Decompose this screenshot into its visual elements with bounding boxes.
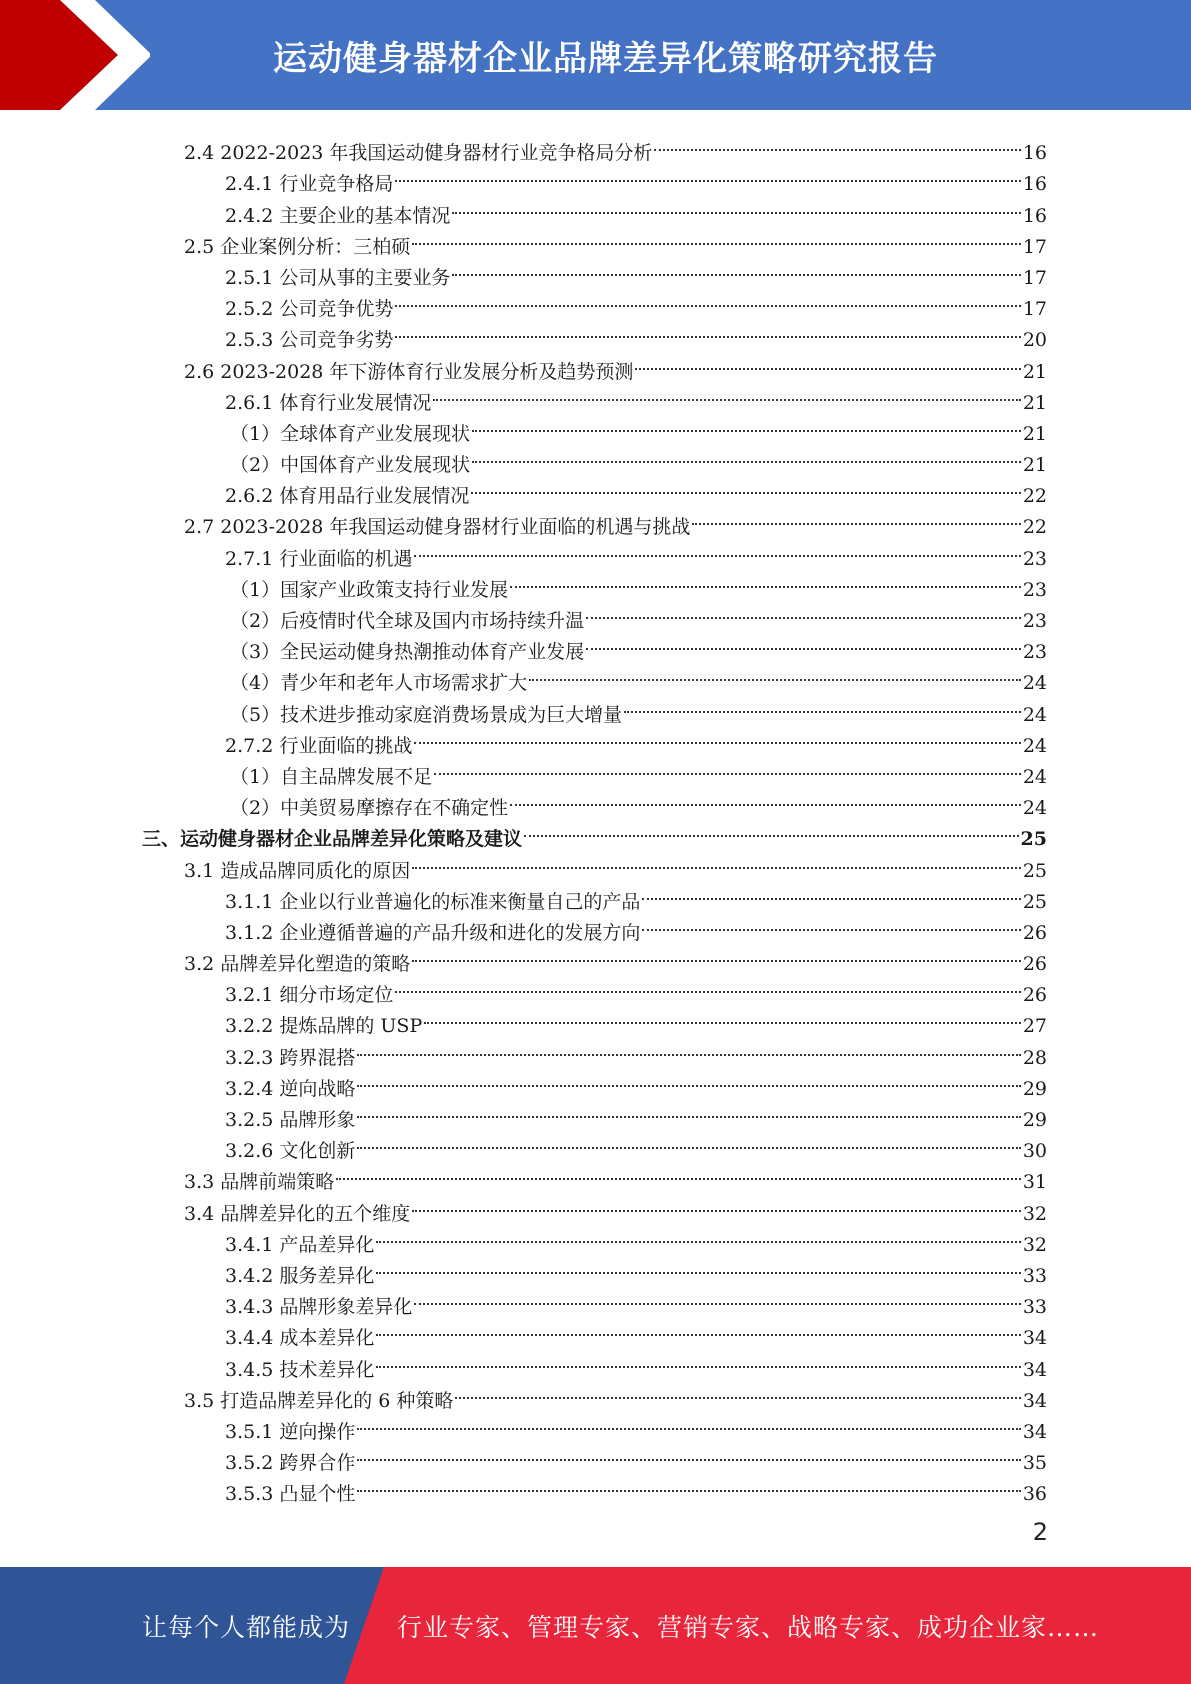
toc-entry-page: 35 bbox=[1022, 1452, 1047, 1475]
toc-entry[interactable] bbox=[0, 939, 1191, 976]
toc-entry-label: （5）技术进步推动家庭消费场景成为巨大增量 bbox=[230, 703, 623, 726]
toc-leader-dots bbox=[376, 1313, 1020, 1344]
toc-entry[interactable] bbox=[0, 565, 1191, 601]
toc-entry-label: 3.5.3 凸显个性 bbox=[225, 1483, 356, 1506]
toc-entry-page: 22 bbox=[1022, 516, 1047, 539]
toc-entry-page: 24 bbox=[1022, 765, 1047, 788]
toc-entry-label: 2.6 2023-2028 年下游体育行业发展分析及趋势预测 bbox=[184, 360, 634, 383]
toc-entry[interactable] bbox=[0, 877, 1191, 913]
toc-entry-page: 34 bbox=[1022, 1327, 1047, 1350]
toc-leader-dots bbox=[395, 315, 1020, 346]
toc-entry[interactable] bbox=[0, 471, 1191, 508]
toc-entry-page: 16 bbox=[1022, 173, 1047, 196]
toc-entry-label: 2.5.3 公司竞争劣势 bbox=[225, 329, 394, 352]
toc-entry[interactable] bbox=[0, 1313, 1191, 1350]
toc-entry-label: 3.1 造成品牌同质化的原因 bbox=[184, 859, 411, 882]
toc-entry-label: 3.4.3 品牌形象差异化 bbox=[225, 1296, 413, 1319]
toc-entry-label: 2.6.2 体育用品行业发展情况 bbox=[225, 485, 470, 508]
toc-leader-dots bbox=[357, 1064, 1020, 1095]
toc-entry-label: 3.3 品牌前端策略 bbox=[184, 1171, 335, 1194]
toc-leader-dots bbox=[395, 159, 1020, 190]
toc-leader-dots bbox=[357, 1126, 1020, 1157]
toc-entry-page: 22 bbox=[1022, 485, 1047, 508]
toc-entry-label: （1）自主品牌发展不足 bbox=[230, 765, 433, 788]
toc-leader-dots bbox=[357, 1032, 1020, 1063]
toc-entry-label: 2.5.1 公司从事的主要业务 bbox=[225, 266, 451, 289]
toc-entry-page: 33 bbox=[1022, 1264, 1047, 1287]
toc-entry-label: （2）后疫情时代全球及国内市场持续升温 bbox=[230, 610, 585, 632]
toc-entry[interactable] bbox=[0, 159, 1191, 196]
toc-entry-page: 27 bbox=[1022, 1015, 1047, 1038]
toc-entry-page: 26 bbox=[1022, 953, 1047, 976]
toc-entry-label: 3.1.2 企业遵循普遍的产品升级和进化的发展方向 bbox=[225, 921, 641, 944]
toc-leader-dots bbox=[376, 1220, 1020, 1251]
toc-entry[interactable] bbox=[0, 814, 1191, 851]
footer-slogan-left: 让每个人都能成为 bbox=[142, 1612, 351, 1642]
toc-entry-label: 3.2.6 文化创新 bbox=[225, 1140, 356, 1163]
toc-leader-dots bbox=[510, 565, 1021, 596]
toc-leader-dots bbox=[472, 409, 1021, 440]
toc-entry[interactable] bbox=[0, 502, 1191, 539]
toc-leader-dots bbox=[424, 1001, 1021, 1032]
toc-entry[interactable] bbox=[0, 533, 1191, 570]
toc-entry-page: 31 bbox=[1022, 1171, 1047, 1194]
toc-entry-page: 25 bbox=[1022, 890, 1047, 913]
toc-leader-dots bbox=[414, 721, 1020, 752]
toc-leader-dots bbox=[452, 190, 1020, 221]
toc-leader-dots bbox=[635, 346, 1020, 377]
toc-entry-label: 3.2.1 细分市场定位 bbox=[225, 984, 394, 1007]
toc-entry-page: 24 bbox=[1022, 734, 1047, 757]
toc-leader-dots bbox=[357, 1095, 1020, 1126]
toc-entry[interactable] bbox=[0, 1032, 1191, 1069]
toc-entry-page: 21 bbox=[1022, 360, 1047, 383]
toc-entry-page: 32 bbox=[1022, 1202, 1047, 1225]
toc-entry[interactable] bbox=[0, 752, 1191, 788]
toc-entry-label: 2.7.1 行业面临的机遇 bbox=[225, 547, 413, 570]
toc-leader-dots bbox=[414, 1282, 1020, 1313]
toc-leader-dots bbox=[414, 533, 1020, 564]
toc-leader-dots bbox=[412, 939, 1021, 970]
toc-entry[interactable] bbox=[0, 409, 1191, 445]
toc-entry[interactable] bbox=[0, 1126, 1191, 1163]
toc-leader-dots bbox=[510, 783, 1021, 814]
toc-entry-label: 3.4.2 服务差异化 bbox=[225, 1264, 375, 1287]
page-footer bbox=[0, 1567, 1191, 1684]
toc-leader-dots bbox=[624, 689, 1021, 720]
toc-entry-label: 2.5.2 公司竞争优势 bbox=[225, 298, 394, 321]
toc-entry-page: 24 bbox=[1022, 672, 1047, 695]
toc-entry-label: 3.4.4 成本差异化 bbox=[225, 1327, 375, 1350]
toc-entry-label: （4）青少年和老年人市场需求扩大 bbox=[230, 672, 528, 695]
toc-entry-label: 3.4.1 产品差异化 bbox=[225, 1233, 375, 1256]
toc-entry-label: 3.5.2 跨界合作 bbox=[225, 1452, 356, 1475]
toc-entry-page: 16 bbox=[1022, 204, 1047, 227]
toc-entry-page: 25 bbox=[1022, 859, 1047, 882]
toc-entry[interactable] bbox=[0, 222, 1191, 258]
toc-entry[interactable] bbox=[0, 1001, 1191, 1038]
toc-leader-dots bbox=[472, 440, 1021, 471]
toc-entry[interactable] bbox=[0, 627, 1191, 664]
toc-leader-dots bbox=[412, 222, 1021, 253]
toc-entry-page: 28 bbox=[1022, 1046, 1047, 1069]
toc-entry[interactable] bbox=[0, 1095, 1191, 1131]
toc-leader-dots bbox=[455, 1376, 1020, 1407]
toc-leader-dots bbox=[586, 627, 1021, 658]
toc-leader-dots bbox=[433, 378, 1020, 409]
toc-entry-page: 32 bbox=[1022, 1233, 1047, 1256]
toc-entry-label: 3.2.4 逆向战略 bbox=[225, 1077, 356, 1100]
page-number: 2 bbox=[1032, 1518, 1048, 1546]
toc-entry-label: （1）国家产业政策支持行业发展 bbox=[230, 578, 509, 601]
toc-entry-page: 23 bbox=[1022, 547, 1047, 570]
toc-entry-page: 24 bbox=[1022, 703, 1047, 726]
toc-leader-dots bbox=[692, 502, 1020, 533]
toc-entry[interactable] bbox=[0, 1469, 1191, 1506]
toc-entry-page: 34 bbox=[1022, 1358, 1047, 1381]
toc-entry-label: 2.7.2 行业面临的挑战 bbox=[225, 734, 413, 757]
toc-entry-label: 3.2 品牌差异化塑造的策略 bbox=[184, 953, 411, 976]
toc-entry[interactable] bbox=[0, 596, 1191, 632]
toc-leader-dots bbox=[412, 845, 1021, 876]
toc-entry-label: 3.4.5 技术差异化 bbox=[225, 1358, 375, 1381]
toc-leader-dots bbox=[434, 752, 1021, 783]
toc-entry[interactable] bbox=[0, 845, 1191, 882]
toc-entry-label: 2.7 2023-2028 年我国运动健身器材行业面临的机遇与挑战 bbox=[184, 516, 691, 539]
toc-leader-dots bbox=[336, 1157, 1021, 1188]
toc-entry-label: 2.6.1 体育行业发展情况 bbox=[225, 391, 432, 414]
toc-entry-label: （2）中国体育产业发展现状 bbox=[230, 454, 471, 477]
toc-entry[interactable] bbox=[0, 908, 1191, 944]
toc-entry-page: 20 bbox=[1022, 329, 1047, 352]
toc-leader-dots bbox=[642, 877, 1020, 908]
toc-entry-page: 29 bbox=[1022, 1109, 1047, 1131]
toc-entry[interactable] bbox=[0, 253, 1191, 289]
toc-entry-page: 25 bbox=[1020, 828, 1047, 851]
toc-entry[interactable] bbox=[0, 783, 1191, 820]
toc-entry-label: 3.4 品牌差异化的五个维度 bbox=[184, 1202, 411, 1225]
toc-entry[interactable] bbox=[0, 440, 1191, 477]
toc-entry-label: （2）中美贸易摩擦存在不确定性 bbox=[230, 797, 509, 820]
toc-entry-page: 26 bbox=[1022, 921, 1047, 944]
table-of-contents bbox=[0, 128, 1191, 1506]
toc-entry[interactable] bbox=[0, 128, 1191, 165]
toc-leader-dots bbox=[376, 1251, 1020, 1282]
toc-entry[interactable] bbox=[0, 970, 1191, 1007]
toc-entry-page: 36 bbox=[1022, 1483, 1047, 1506]
toc-entry-page: 23 bbox=[1022, 641, 1047, 664]
toc-entry-label: 2.4.2 主要企业的基本情况 bbox=[225, 204, 451, 227]
toc-entry-page: 29 bbox=[1022, 1077, 1047, 1100]
toc-entry-label: 3.2.3 跨界混搭 bbox=[225, 1046, 356, 1069]
toc-entry[interactable] bbox=[0, 1438, 1191, 1475]
toc-entry-page: 17 bbox=[1022, 266, 1047, 289]
toc-entry-label: 2.4.1 行业竞争格局 bbox=[225, 173, 394, 196]
toc-entry-label: 3.5 打造品牌差异化的 6 种策略 bbox=[184, 1389, 454, 1412]
toc-entry-page: 24 bbox=[1022, 797, 1047, 820]
toc-entry-page: 16 bbox=[1022, 142, 1047, 165]
toc-entry-label: 3.2.5 品牌形象 bbox=[225, 1109, 356, 1131]
toc-entry[interactable] bbox=[0, 378, 1191, 414]
toc-entry-label: 2.5 企业案例分析：三柏硕 bbox=[184, 235, 411, 258]
toc-leader-dots bbox=[586, 596, 1021, 627]
toc-leader-dots bbox=[471, 471, 1020, 502]
toc-entry[interactable] bbox=[0, 346, 1191, 383]
toc-entry-label: 3.2.2 提炼品牌的 USP bbox=[225, 1015, 423, 1038]
report-title: 运动健身器材企业品牌差异化策略研究报告 bbox=[273, 38, 938, 79]
toc-leader-dots bbox=[529, 658, 1021, 689]
toc-entry-page: 30 bbox=[1022, 1140, 1047, 1163]
toc-entry-page: 21 bbox=[1022, 454, 1047, 477]
toc-entry[interactable] bbox=[0, 1251, 1191, 1287]
toc-leader-dots bbox=[452, 253, 1020, 284]
toc-entry[interactable] bbox=[0, 1344, 1191, 1381]
toc-entry[interactable] bbox=[0, 658, 1191, 695]
toc-entry[interactable] bbox=[0, 1188, 1191, 1225]
toc-leader-dots bbox=[654, 128, 1020, 159]
toc-entry-page: 23 bbox=[1022, 578, 1047, 601]
toc-entry[interactable] bbox=[0, 721, 1191, 757]
toc-leader-dots bbox=[357, 1407, 1020, 1438]
toc-entry-page: 33 bbox=[1022, 1296, 1047, 1319]
toc-entry-label: 3.1.1 企业以行业普遍化的标准来衡量自己的产品 bbox=[225, 890, 641, 913]
footer-slogan-right: 行业专家、管理专家、营销专家、战略专家、成功企业家…… bbox=[397, 1612, 1100, 1642]
toc-entry-page: 17 bbox=[1022, 298, 1047, 321]
toc-leader-dots bbox=[412, 1188, 1021, 1219]
toc-leader-dots bbox=[357, 1438, 1020, 1469]
toc-entry-page: 21 bbox=[1022, 391, 1047, 414]
toc-leader-dots bbox=[395, 284, 1020, 315]
toc-entry-label: （1）全球体育产业发展现状 bbox=[230, 422, 471, 445]
toc-entry[interactable] bbox=[0, 689, 1191, 726]
toc-entry-label: （3）全民运动健身热潮推动体育产业发展 bbox=[230, 641, 585, 664]
toc-entry[interactable] bbox=[0, 1407, 1191, 1443]
toc-entry[interactable] bbox=[0, 190, 1191, 227]
toc-leader-dots bbox=[395, 970, 1020, 1001]
toc-entry[interactable] bbox=[0, 1376, 1191, 1412]
toc-entry-page: 21 bbox=[1022, 422, 1047, 445]
toc-entry-label: 2.4 2022-2023 年我国运动健身器材行业竞争格局分析 bbox=[184, 142, 653, 165]
toc-entry[interactable] bbox=[0, 1064, 1191, 1100]
toc-entry-label: 三、运动健身器材企业品牌差异化策略及建议 bbox=[142, 828, 523, 851]
toc-entry-page: 17 bbox=[1022, 235, 1047, 258]
toc-leader-dots bbox=[357, 1469, 1020, 1500]
toc-entry-page: 26 bbox=[1022, 984, 1047, 1007]
toc-leader-dots bbox=[376, 1344, 1020, 1375]
toc-entry-page: 34 bbox=[1022, 1420, 1047, 1443]
toc-leader-dots bbox=[524, 814, 1019, 845]
toc-entry-label: 3.5.1 逆向操作 bbox=[225, 1420, 356, 1443]
toc-entry[interactable] bbox=[0, 284, 1191, 321]
toc-entry[interactable] bbox=[0, 1157, 1191, 1194]
toc-entry[interactable] bbox=[0, 315, 1191, 352]
toc-entry[interactable] bbox=[0, 1282, 1191, 1319]
page-header bbox=[0, 0, 1191, 110]
toc-leader-dots bbox=[642, 908, 1020, 939]
toc-entry-page: 23 bbox=[1022, 610, 1047, 632]
toc-entry[interactable] bbox=[0, 1220, 1191, 1256]
toc-entry-page: 34 bbox=[1022, 1389, 1047, 1412]
